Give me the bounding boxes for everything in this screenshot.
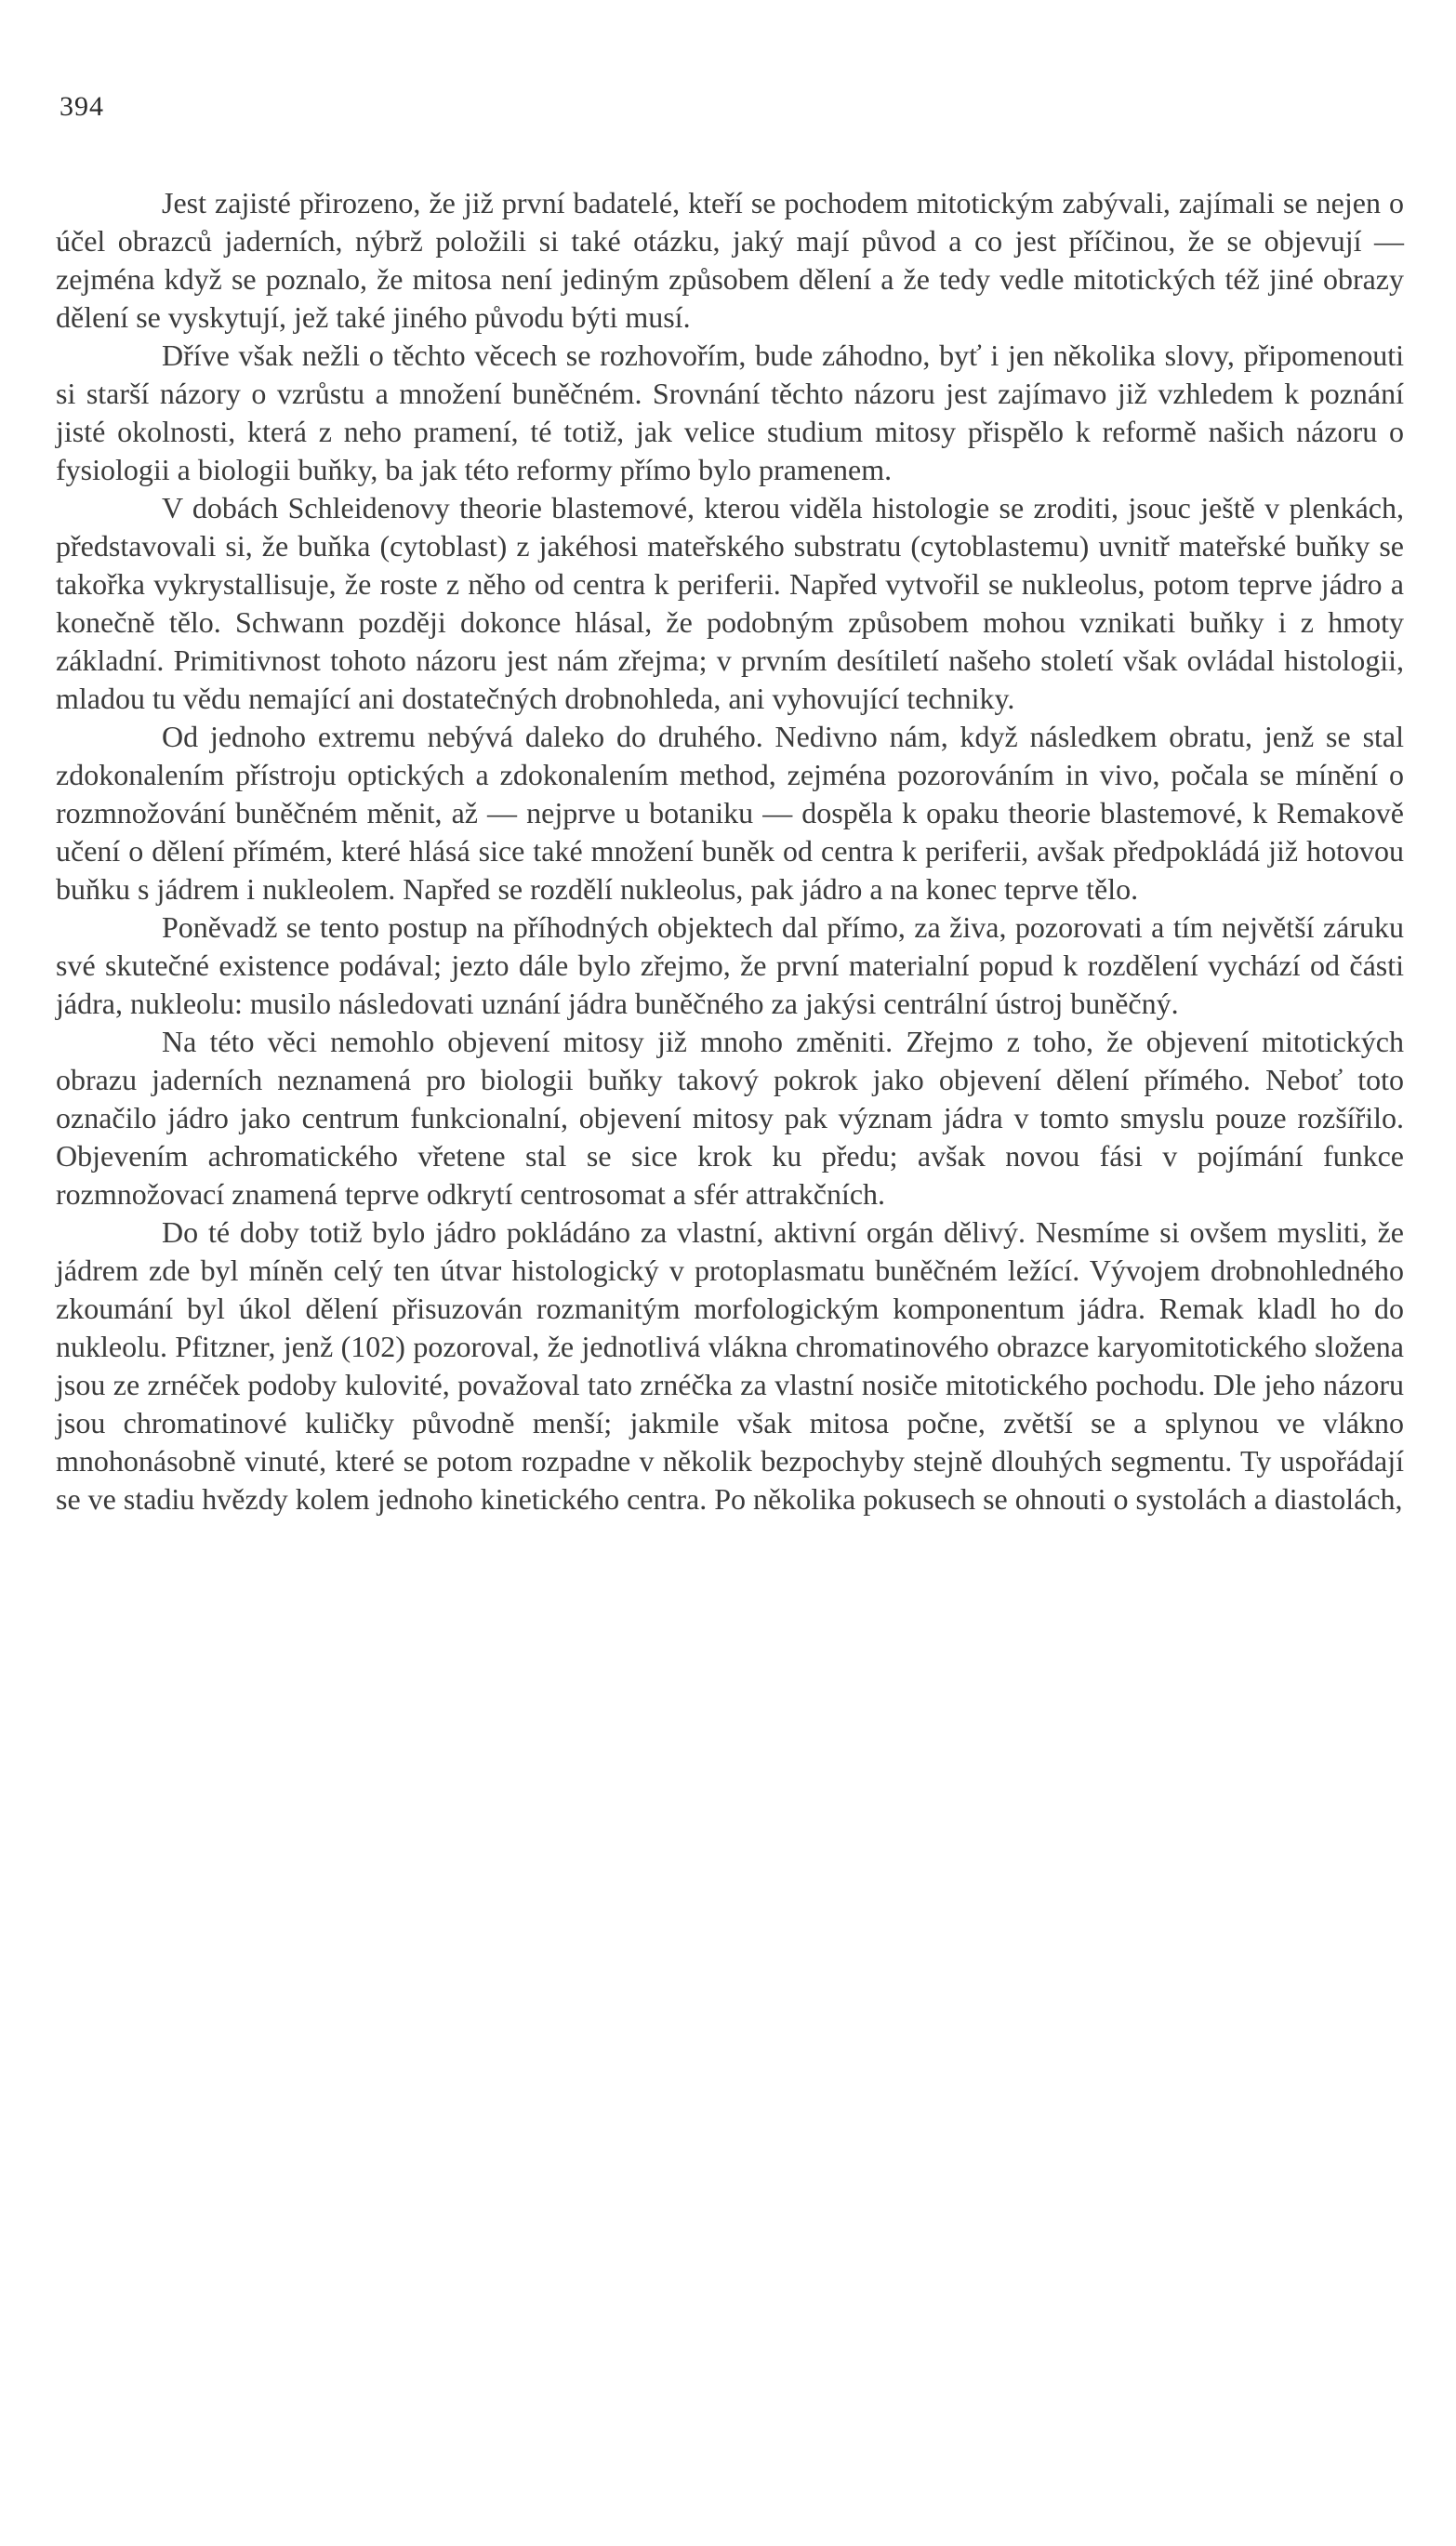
paragraph: V dobách Schleidenovy theorie blastemové, kterou viděla histologie se zroditi, jsouc ještě v plenkách, představovali si, že buňka (cytoblast) z jakéhosi mateřského substratu (cytoblastemu) uvnitř mateřské buňky se takořka vykrystallisuje, že roste z něho od centra k periferii. Napřed vytvořil se nukleolus, potom teprve jádro a konečně tělo. Schwann později dokonce hlásal, že podobným způsobem mohou vznikati buňky i z hmoty základní. Primitivnost tohoto názoru jest nám zřejma; v prvním desítiletí našeho století však ovládal histologii, mladou tu vědu nemající ani dostatečných drobnohleda, ani vyhovující techniky. bbox=[56, 491, 1404, 715]
body-text bbox=[56, 184, 1404, 1518]
paragraph: Poněvadž se tento postup na příhodných objektech dal přímo, za živa, pozorovati a tím největší záruku své skutečné existence podával; jezto dále bylo zřejmo, že první materialní popud k rozdělení vychází od části jádra, nukleolu: musilo následovati uznání jádra buněčného za jakýsi centrální ústroj buněčný. bbox=[56, 910, 1404, 1020]
page-number: 394 bbox=[60, 91, 104, 122]
paragraph: Dříve však nežli o těchto věcech se rozhovořím, bude záhodno, byť i jen několika slovy, připomenouti si starší názory o vzrůstu a množení buněčném. Srovnání těchto názoru jest zajímavo již vzhledem k poznání jisté okolnosti, která z neho pramení, té totiž, jak velice studium mitosy přispělo k reformě našich názoru o fysiologii a biologii buňky, ba jak této reformy přímo bylo pramenem. bbox=[56, 338, 1404, 486]
paragraph: Do té doby totiž bylo jádro pokládáno za vlastní, aktivní orgán dělivý. Nesmíme si ovšem mysliti, že jádrem zde byl míněn celý ten útvar histologický v protoplasmatu buněčném ležící. Vývojem drobnohledného zkoumání byl úkol dělení přisuzován rozmanitým morfologickým komponentum jádra. Remak kladl ho do nukleolu. Pfitzner, jenž (102) pozoroval, že jednotlivá vlákna chromatinového obrazce karyomitotického složena jsou ze zrnéček podoby kulovité, považoval tato zrnéčka za vlastní nosiče mitotického pochodu. Dle jeho názoru jsou chromatinové kuličky původně menší; jakmile však mitosa počne, zvětší se a splynou ve vlákno mnohonásobně vinuté, které se potom rozpadne v několik bezpochyby stejně dlouhých segmentu. Ty uspořádají se ve stadiu hvězdy kolem jednoho kinetického centra. Po několika pokusech se ohnouti o systolách a diastolách, bbox=[56, 1215, 1404, 1516]
paragraph: Jest zajisté přirozeno, že již první badatelé, kteří se pochodem mitotickým zabývali, zajímali se nejen o účel obrazců jaderních, nýbrž položili si také otázku, jaký mají původ a co jest příčinou, že se objevují — zejména když se poznalo, že mitosa není jediným způsobem dělení a že tedy vedle mitotických též jiné obrazy dělení se vyskytují, jež také jiného původu býti musí. bbox=[56, 186, 1404, 334]
paragraph: Na této věci nemohlo objevení mitosy již mnoho změniti. Zřejmo z toho, že objevení mitotických obrazu jaderních neznamená pro biologii buňky takový pokrok jako objevení dělení přímého. Neboť toto označilo jádro jako centrum funkcionalní, objevení mitosy pak význam jádra v tomto smyslu pouze rozšířilo. Objevením achromatického vřetene stal se sice krok ku předu; avšak novou fási v pojímání funkce rozmnožovací znamená teprve odkrytí centrosomat a sfér attrakčních. bbox=[56, 1025, 1404, 1211]
paragraph: Od jednoho extremu nebývá daleko do druhého. Nedivno nám, když následkem obratu, jenž se stal zdokonalením přístroju optických a zdokonalením method, zejména pozorováním in vivo, počala se mínění o rozmnožování buněčném měnit, až — nejprve u botaniku — dospěla k opaku theorie blastemové, k Remakově učení o dělení přímém, které hlásá sice také množení buněk od centra k periferii, avšak předpokládá již hotovou buňku s jádrem i nukleolem. Napřed se rozdělí nukleolus, pak jádro a na konec teprve tělo. bbox=[56, 720, 1404, 906]
